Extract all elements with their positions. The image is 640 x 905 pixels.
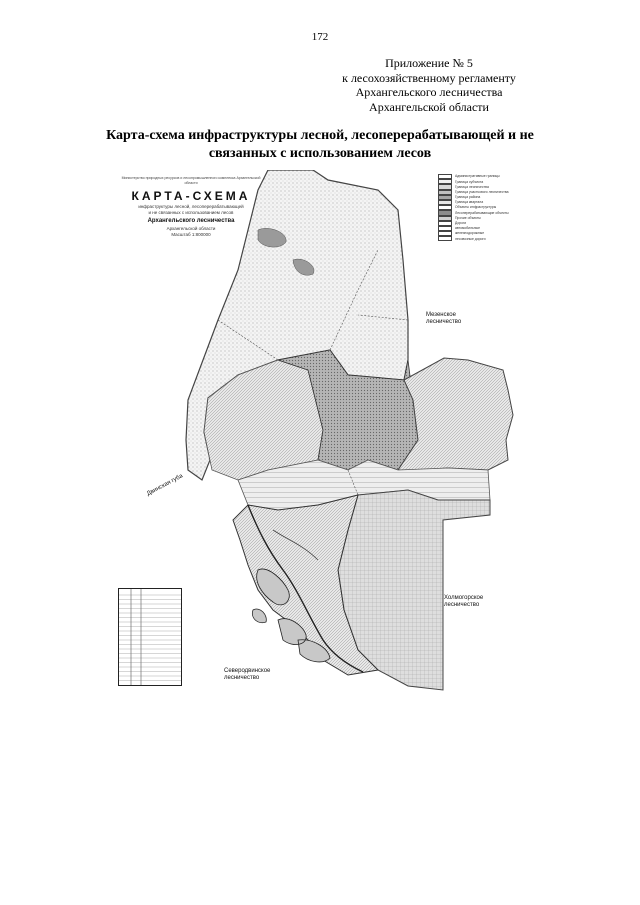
appendix-line-1: Приложение № 5 (385, 56, 473, 70)
legend-label: Граница района (455, 195, 481, 200)
legend-label: Граница квартала (455, 200, 484, 205)
forest-map (108, 170, 524, 696)
legend-label: автомобильные (455, 226, 481, 231)
appendix-line-4: Архангельской области (369, 99, 489, 114)
title-line-1: Карта-схема инфраструктуры лесной, лесоперерабатывающей и не (106, 128, 534, 143)
legend-label: Лесоперерабатывающие объекты (455, 210, 509, 215)
legend-label: Дороги (455, 221, 467, 226)
page-number: 172 (311, 31, 329, 43)
map-header-title: КАРТА-СХЕМА (131, 189, 251, 203)
appendix-line-2: к лесохозяйственному регламенту (342, 70, 516, 85)
map-subtitle-line-2: и не связанных с использованием лесов (148, 209, 234, 215)
map-header-subtitle (116, 204, 266, 215)
legend-label: лесовозные дороги (455, 236, 486, 241)
label-severodvinsk-forestry: Северодвинское лесничество (224, 668, 271, 681)
map-scale: Масштаб 1:800000 (171, 232, 211, 237)
map-legend (438, 174, 524, 241)
map-region-scale (116, 226, 266, 238)
map-subtitle-line-1: инфраструктуры лесной, лесоперерабатывающей (138, 204, 244, 209)
legend-label: Прочие объекты (455, 215, 481, 220)
map-header-ministry: Министерство природных ресурсов и лесопромышленного комплекса Архангельской области (121, 176, 261, 185)
legend-swatch (438, 236, 452, 241)
label-dvina-bay: Двинская губа (146, 473, 184, 498)
legend-label: Объекты инфраструктуры (455, 205, 497, 210)
map-region: Архангельской области (166, 226, 216, 231)
legend-label: Административные границы (455, 174, 500, 179)
label-mezen-forestry: Мезенское лесничество (426, 312, 462, 325)
document-title (90, 127, 550, 163)
appendix-line-3: Архангельского лесничества (355, 85, 503, 99)
map-table-grid (119, 589, 181, 685)
legend-label: Граница лесничества (455, 184, 489, 189)
map-forestry-name: Архангельского лесничества (147, 218, 235, 224)
title-line-2: связанных с использованием лесов (208, 146, 432, 161)
legend-row (438, 236, 524, 241)
appendix-block (300, 56, 558, 114)
label-kholmogory-forestry: Холмогорское лесничество (444, 595, 484, 608)
map-table (118, 588, 182, 686)
legend-label: железнодорожные (455, 231, 485, 236)
map-east-zone (398, 358, 513, 470)
legend-label: Граница участкового лесничества (455, 189, 509, 194)
legend-label: Граница субъекта (455, 179, 484, 184)
